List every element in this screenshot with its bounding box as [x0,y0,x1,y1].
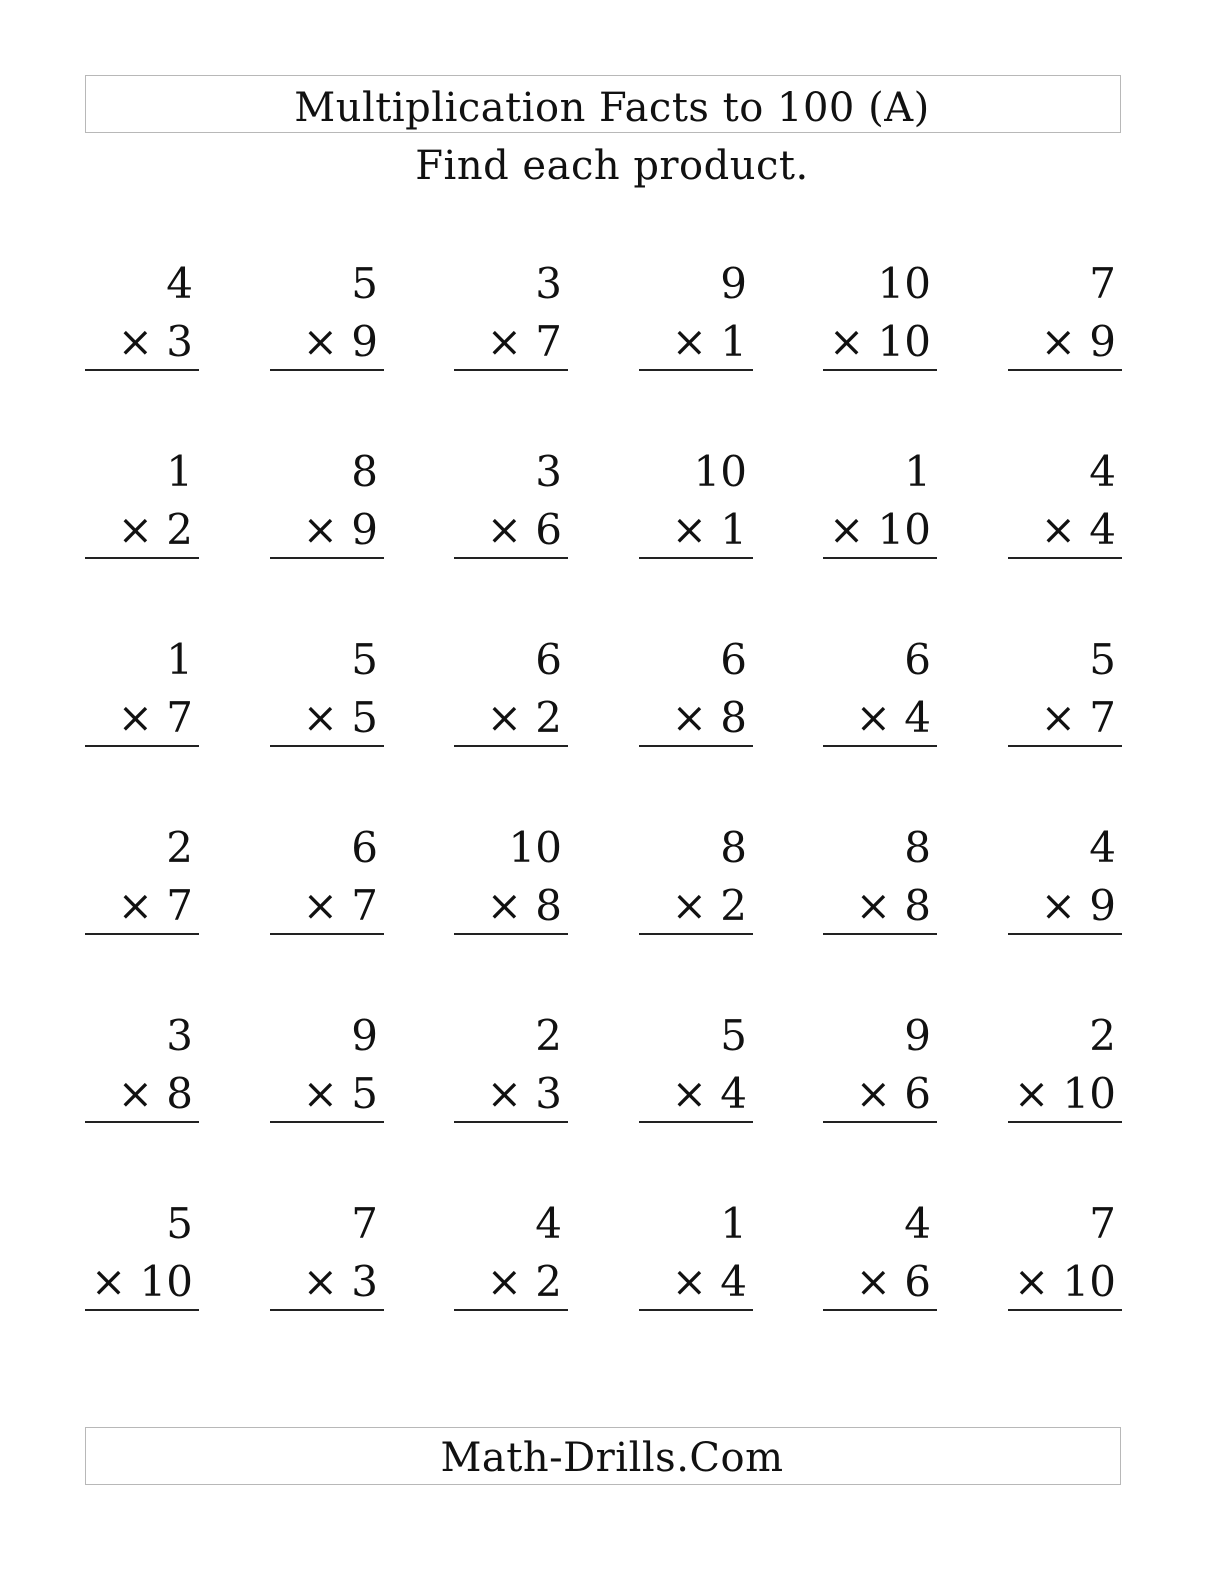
multiplier: × 2 [486,693,562,742]
answer-line[interactable] [270,557,384,559]
multiplicand: 8 [351,447,378,496]
multiplier: × 10 [829,505,931,554]
multiplier: × 4 [1040,505,1116,554]
problem-r2-c4 [639,446,753,566]
answer-line[interactable] [270,369,384,371]
answer-line[interactable] [1008,933,1122,935]
problem-r6-c3 [454,1198,568,1318]
problem-r6-c1 [85,1198,199,1318]
problem-r3-c6 [1008,634,1122,754]
answer-line[interactable] [1008,557,1122,559]
multiplicand: 9 [720,259,747,308]
problem-r5-c2 [270,1010,384,1130]
answer-line[interactable] [823,1121,937,1123]
multiplier: × 5 [302,1069,378,1118]
multiplicand: 3 [535,447,562,496]
multiplier: × 3 [117,317,193,366]
problem-r2-c3 [454,446,568,566]
multiplicand: 4 [535,1199,562,1248]
answer-line[interactable] [1008,369,1122,371]
multiplier: × 6 [855,1069,931,1118]
multiplicand: 6 [535,635,562,684]
answer-line[interactable] [85,745,199,747]
multiplicand: 5 [351,635,378,684]
answer-line[interactable] [85,1121,199,1123]
multiplicand: 5 [351,259,378,308]
multiplier: × 8 [855,881,931,930]
answer-line[interactable] [639,933,753,935]
multiplier: × 9 [1040,881,1116,930]
multiplier: × 10 [829,317,931,366]
multiplier: × 7 [486,317,562,366]
multiplicand: 7 [351,1199,378,1248]
multiplier: × 5 [302,693,378,742]
multiplicand: 1 [720,1199,747,1248]
answer-line[interactable] [454,933,568,935]
answer-line[interactable] [823,369,937,371]
answer-line[interactable] [270,1121,384,1123]
multiplicand: 1 [166,447,193,496]
problem-r4-c1 [85,822,199,942]
multiplier: × 2 [671,881,747,930]
answer-line[interactable] [639,369,753,371]
multiplier: × 8 [671,693,747,742]
multiplicand: 8 [720,823,747,872]
problem-r5-c1 [85,1010,199,1130]
multiplicand: 4 [1089,447,1116,496]
problem-r2-c5 [823,446,937,566]
worksheet-title: Multiplication Facts to 100 (A) [294,85,930,131]
answer-line[interactable] [1008,1121,1122,1123]
multiplicand: 4 [904,1199,931,1248]
answer-line[interactable] [823,1309,937,1311]
answer-line[interactable] [454,369,568,371]
problem-r5-c3 [454,1010,568,1130]
problem-r2-c2 [270,446,384,566]
multiplicand: 10 [877,259,931,308]
multiplier: × 7 [302,881,378,930]
answer-line[interactable] [639,1309,753,1311]
multiplier: × 6 [855,1257,931,1306]
answer-line[interactable] [823,933,937,935]
multiplicand: 5 [166,1199,193,1248]
multiplier: × 7 [117,693,193,742]
problem-r5-c4 [639,1010,753,1130]
multiplier: × 2 [117,505,193,554]
answer-line[interactable] [639,745,753,747]
answer-line[interactable] [454,557,568,559]
multiplier: × 10 [91,1257,193,1306]
answer-line[interactable] [1008,1309,1122,1311]
multiplicand: 8 [904,823,931,872]
multiplier: × 3 [486,1069,562,1118]
problem-r4-c2 [270,822,384,942]
multiplier: × 2 [486,1257,562,1306]
multiplicand: 7 [1089,1199,1116,1248]
problem-r1-c2 [270,258,384,378]
multiplier: × 10 [1014,1257,1116,1306]
multiplier: × 1 [671,505,747,554]
multiplicand: 1 [166,635,193,684]
multiplicand: 7 [1089,259,1116,308]
multiplicand: 4 [1089,823,1116,872]
problem-r1-c4 [639,258,753,378]
multiplier: × 3 [302,1257,378,1306]
answer-line[interactable] [85,1309,199,1311]
multiplicand: 6 [904,635,931,684]
problem-r1-c6 [1008,258,1122,378]
answer-line[interactable] [639,557,753,559]
problem-r4-c4 [639,822,753,942]
problem-r3-c3 [454,634,568,754]
problem-r3-c2 [270,634,384,754]
problem-r4-c6 [1008,822,1122,942]
problem-r5-c6 [1008,1010,1122,1130]
multiplicand: 4 [166,259,193,308]
multiplicand: 6 [720,635,747,684]
answer-line[interactable] [823,745,937,747]
multiplier: × 9 [302,505,378,554]
multiplier: × 10 [1014,1069,1116,1118]
problem-r3-c5 [823,634,937,754]
answer-line[interactable] [1008,745,1122,747]
answer-line[interactable] [454,1121,568,1123]
multiplicand: 10 [508,823,562,872]
answer-line[interactable] [823,557,937,559]
problem-r6-c6 [1008,1198,1122,1318]
multiplier: × 8 [117,1069,193,1118]
multiplier: × 4 [671,1257,747,1306]
worksheet-instructions: Find each product. [415,143,809,189]
multiplicand: 3 [166,1011,193,1060]
problem-r6-c2 [270,1198,384,1318]
multiplier: × 8 [486,881,562,930]
problem-r5-c5 [823,1010,937,1130]
problem-r3-c1 [85,634,199,754]
multiplicand: 2 [166,823,193,872]
answer-line[interactable] [85,557,199,559]
answer-line[interactable] [639,1121,753,1123]
multiplier: × 4 [855,693,931,742]
multiplier: × 1 [671,317,747,366]
multiplier: × 9 [1040,317,1116,366]
answer-line[interactable] [85,369,199,371]
problem-r6-c4 [639,1198,753,1318]
problem-r1-c5 [823,258,937,378]
multiplier: × 7 [1040,693,1116,742]
answer-line[interactable] [270,745,384,747]
answer-line[interactable] [270,933,384,935]
multiplicand: 9 [351,1011,378,1060]
multiplier: × 4 [671,1069,747,1118]
problem-r1-c1 [85,258,199,378]
multiplicand: 1 [904,447,931,496]
multiplicand: 9 [904,1011,931,1060]
multiplicand: 2 [1089,1011,1116,1060]
problem-r4-c3 [454,822,568,942]
multiplicand: 2 [535,1011,562,1060]
answer-line[interactable] [454,1309,568,1311]
multiplicand: 5 [720,1011,747,1060]
answer-line[interactable] [270,1309,384,1311]
multiplier: × 6 [486,505,562,554]
multiplicand: 6 [351,823,378,872]
multiplier: × 7 [117,881,193,930]
problem-r2-c6 [1008,446,1122,566]
multiplicand: 10 [693,447,747,496]
multiplier: × 9 [302,317,378,366]
problem-r4-c5 [823,822,937,942]
answer-line[interactable] [454,745,568,747]
multiplicand: 3 [535,259,562,308]
problem-r1-c3 [454,258,568,378]
problem-r3-c4 [639,634,753,754]
problem-r2-c1 [85,446,199,566]
answer-line[interactable] [85,933,199,935]
footer-brand: Math-Drills.Com [440,1435,784,1481]
multiplicand: 5 [1089,635,1116,684]
problem-r6-c5 [823,1198,937,1318]
